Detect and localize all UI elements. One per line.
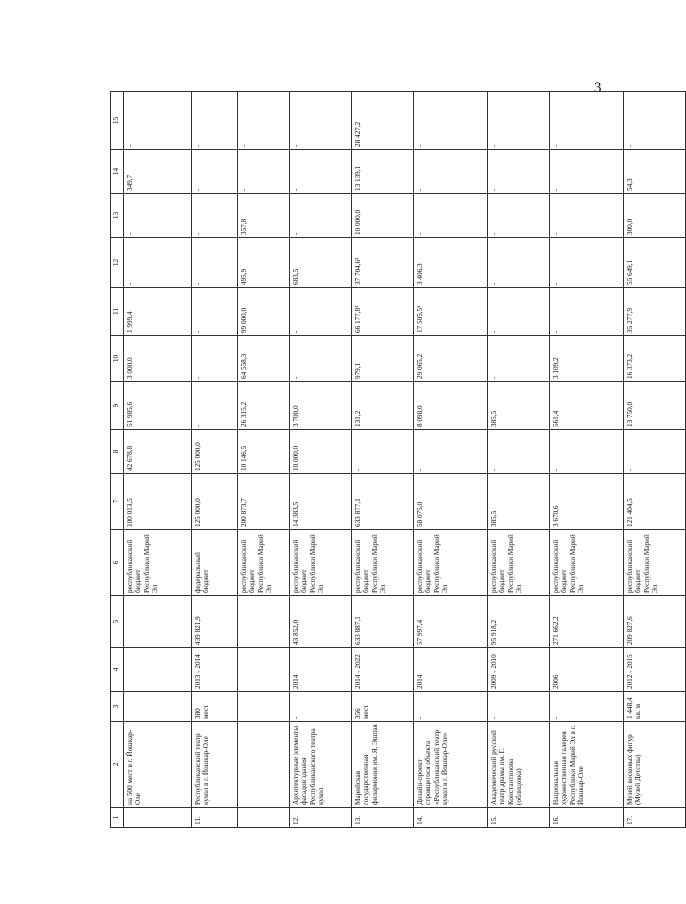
table-cell-col-8: 10 000,0 [290,430,352,474]
table-cell-col-14: - [414,150,488,194]
table-cell-col-12: - [550,238,624,288]
table-cell-col-12: 683,5 [290,238,352,288]
rotated-table-sheet [110,92,660,828]
table-cell-col-5: 43 852,0 [290,596,352,648]
table-cell-col-4: 2014 [290,648,352,692]
col-header: 2 [111,722,124,808]
table-cell-col-13: - [192,194,238,238]
col-header: 5 [111,596,124,648]
table-cell-col-5: 95 918,2 [488,596,550,648]
table-cell-col-7: 58 075,0 [414,474,488,530]
table-cell-col-9: 385,5 [488,382,550,430]
col-header: 6 [111,530,124,596]
col-header: 13 [111,194,124,238]
table-cell-col-14: - [550,150,624,194]
table-cell-col-3: 380 мест [192,692,238,722]
table-row [414,92,488,828]
table-cell-col-3 [124,692,192,722]
table-cell-col-2: Архитектурные элементы фасадов здания Республиканского театра кукол [290,722,352,808]
table-cell-col-7: 633 877,1 [352,474,414,530]
table-cell-col-6: республиканский бюджет Республики Марий Эл [124,530,192,596]
col-header: 10 [111,336,124,382]
table-cell-col-8: - [550,430,624,474]
table-row [550,92,624,828]
table-cell-col-8: - [352,430,414,474]
table-cell-col-4 [124,648,192,692]
table-cell-col-11: - [290,288,352,336]
table-cell-col-11: 99 000,0 [238,288,290,336]
table-cell-col-9: 51 985,6 [124,382,192,430]
table-body [124,92,686,828]
table-cell-col-2: Национальная художественная галерея Республики Марий Эл в г. Йошкар-Оле [550,722,624,808]
table-cell-col-7: 3 670,6 [550,474,624,530]
table-cell-col-5 [124,596,192,648]
table-cell-col-13: - [550,194,624,238]
table-cell-col-10: - [488,336,550,382]
table-cell-col-2 [238,722,290,808]
table-cell-col-10: 3 109,2 [550,336,624,382]
table-row [488,92,550,828]
table-cell-col-12: 55 649,1 [624,238,686,288]
table-cell-col-10: 29 065,2 [414,336,488,382]
table-cell-col-14: - [290,150,352,194]
table-cell-col-11: 35 277,9 [624,288,686,336]
table-cell-col-8: - [624,430,686,474]
table-cell-col-10: 979,1 [352,336,414,382]
table-cell-col-7: 385,5 [488,474,550,530]
col-header: 11 [111,288,124,336]
table-cell-col-10: 16 373,2 [624,336,686,382]
table-cell-col-11: - [488,288,550,336]
table-cell-col-11: 1 999,4 [124,288,192,336]
table-cell-col-10: - [290,336,352,382]
table-cell-col-9: 561,4 [550,382,624,430]
table-cell-col-7: 200 873,7 [238,474,290,530]
table-cell-col-11: 17 505,5¹ [414,288,488,336]
table-cell-col-6: федеральный бюджет [192,530,238,596]
table-cell-col-9: - [192,382,238,430]
table-cell-col-1: 13. [352,808,414,828]
table-cell-col-8: 42 678,8 [124,430,192,474]
table-cell-col-12: 3 406,3 [414,238,488,288]
table-cell-col-3: 1 448,4 кв. м [624,692,686,722]
table-cell-col-9: 3 700,0 [290,382,352,430]
table-cell-col-15: - [290,92,352,150]
page-number: 3 [594,80,602,96]
table-row [352,92,414,828]
col-header: 15 [111,92,124,150]
table-cell-col-8: - [488,430,550,474]
table-cell-col-8: - [414,430,488,474]
table-cell-col-4 [238,648,290,692]
table-cell-col-6: республиканский бюджет Республики Марий Эл [624,530,686,596]
investment-table [110,91,686,828]
table-cell-col-2: Дизайн-проект строящегося объекта «Республиканский театр кукол в г. Йошкар-Оле» [414,722,488,808]
table-cell-col-5: 439 821,9 [192,596,238,648]
table-cell-col-13: - [414,194,488,238]
table-cell-col-15: - [192,92,238,150]
table-cell-col-4: 2012 - 2015 [624,648,686,692]
table-cell-col-1: 17. [624,808,686,828]
table-cell-col-13: - [124,194,192,238]
table-cell-col-3: - [290,692,352,722]
table-cell-col-6: республиканский бюджет Республики Марий Эл [290,530,352,596]
table-cell-col-14: - [238,150,290,194]
table-cell-col-11: 66 177,8¹ [352,288,414,336]
col-header: 7 [111,474,124,530]
table-cell-col-15: - [414,92,488,150]
table-cell-col-1: 12. [290,808,352,828]
table-row [192,92,238,828]
table-cell-col-5: 209 827,6 [624,596,686,648]
table-row [238,92,290,828]
table-cell-col-1: 15. [488,808,550,828]
table-cell-col-3: - [414,692,488,722]
table-cell-col-14: 54,3 [624,150,686,194]
table-cell-col-6: республиканский бюджет Республики Марий Эл [238,530,290,596]
table-cell-col-10: 64 558,3 [238,336,290,382]
table-cell-col-12: - [124,238,192,288]
table-cell-col-5: 57 997,4 [414,596,488,648]
table-cell-col-11: - [550,288,624,336]
table-cell-col-14: 13 139,1 [352,150,414,194]
col-header: 1 [111,808,124,828]
table-cell-col-13: - [488,194,550,238]
table-cell-col-1: 16. [550,808,624,828]
table-row [624,92,686,828]
table-cell-col-1: 11. [192,808,238,828]
table-cell-col-5: 271 662,2 [550,596,624,648]
table-cell-col-10: - [192,336,238,382]
table-cell-col-5: 633 887,1 [352,596,414,648]
table-cell-col-2: на 500 мест в г. Йошкар-Оле [124,722,192,808]
table-cell-col-4: 2014 [414,648,488,692]
table-cell-col-6: республиканский бюджет Республики Марий Эл [352,530,414,596]
table-cell-col-13: - [290,194,352,238]
table-row [124,92,192,828]
table-cell-col-3: 356 мест [352,692,414,722]
table-cell-col-1: 14. [414,808,488,828]
table-cell-col-8: 125 000,0 [192,430,238,474]
table-cell-col-11: - [192,288,238,336]
col-header: 14 [111,150,124,194]
table-cell-col-1 [124,808,192,828]
table-cell-col-9: 131,2 [352,382,414,430]
table-cell-col-8: 10 146,5 [238,430,290,474]
table-cell-col-15: 28 427,2 [352,92,414,150]
col-header: 8 [111,430,124,474]
table-cell-col-12: 495,9 [238,238,290,288]
table-cell-col-7: 125 000,0 [192,474,238,530]
table-cell-col-15: - [124,92,192,150]
table-row [290,92,352,828]
table-cell-col-15: - [550,92,624,150]
table-cell-col-6: республиканский бюджет Республики Марий Эл [488,530,550,596]
table-cell-col-6: республиканский бюджет Республики Марий Эл [550,530,624,596]
col-header: 12 [111,238,124,288]
table-cell-col-3 [238,692,290,722]
table-cell-col-5 [238,596,290,648]
table-cell-col-7: 100 013,5 [124,474,192,530]
table-cell-col-4: 2013 - 2014 [192,648,238,692]
table-cell-col-14: - [488,150,550,194]
table-cell-col-2: Академический русский театр драмы им. Г. Константинова (облицовка) [488,722,550,808]
col-header: 9 [111,382,124,430]
table-cell-col-15: - [488,92,550,150]
table-cell-col-4: 2014 - 2022 [352,648,414,692]
table-cell-col-4: 2006 [550,648,624,692]
table-cell-col-2: Музей восковых фигур (Музей Детства) [624,722,686,808]
table-cell-col-2: Республиканский театр кукол в г. Йошкар-Оле [192,722,238,808]
col-header: 4 [111,648,124,692]
table-cell-col-6: республиканский бюджет Республики Марий Эл [414,530,488,596]
table-cell-col-7: 14 383,5 [290,474,352,530]
table-cell-col-9: 26 315,2 [238,382,290,430]
table-cell-col-4: 2009 - 2010 [488,648,550,692]
table-cell-col-3: - [550,692,624,722]
table-cell-col-7: 121 404,5 [624,474,686,530]
table-cell-col-15: - [238,92,290,150]
table-cell-col-9: 13 750,0 [624,382,686,430]
table-cell-col-14: 349,7 [124,150,192,194]
table-cell-col-14: - [192,150,238,194]
table-cell-col-12: - [488,238,550,288]
table-cell-col-13: 300,0 [624,194,686,238]
table-cell-col-10: 3 000,0 [124,336,192,382]
table-cell-col-2: Марийская государственная филармония им. Я. Эшпая [352,722,414,808]
table-cell-col-13: 357,8 [238,194,290,238]
col-header: 3 [111,692,124,722]
table-cell-col-12: - [192,238,238,288]
table-cell-col-12: 37 704,6¹ [352,238,414,288]
table-cell-col-15: - [624,92,686,150]
table-cell-col-9: 8 098,0 [414,382,488,430]
table-cell-col-3: - [488,692,550,722]
table-cell-col-1 [238,808,290,828]
column-number-row [111,92,124,828]
table-cell-col-13: 10 000,0 [352,194,414,238]
